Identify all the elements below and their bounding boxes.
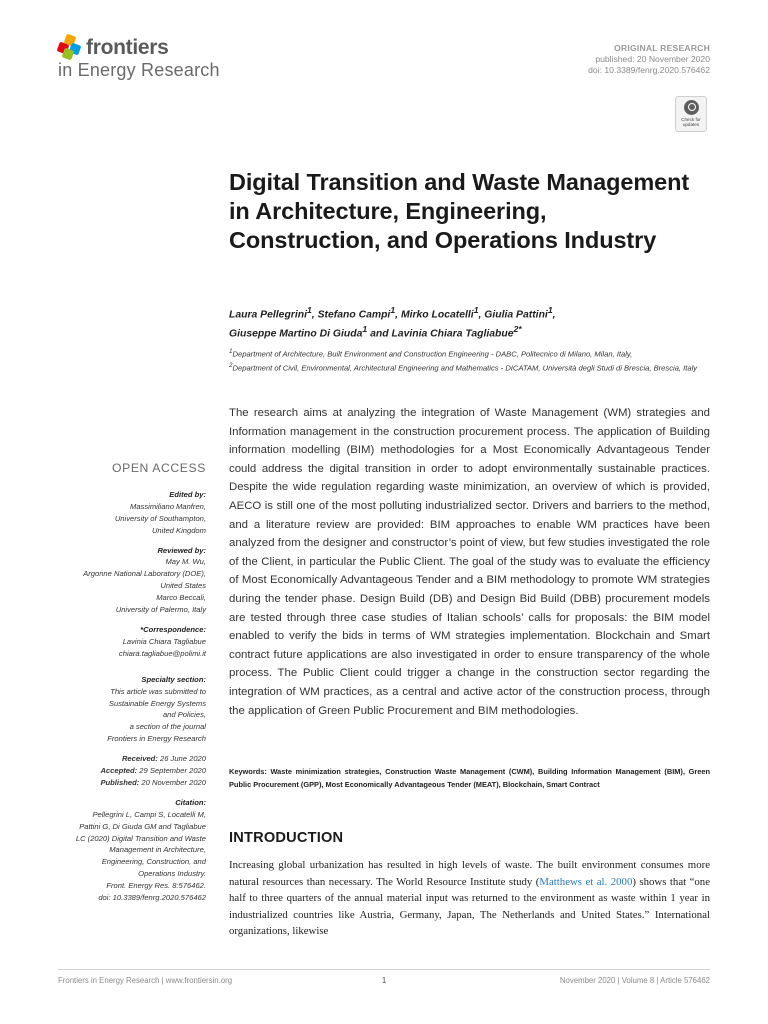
check-updates-icon xyxy=(684,100,699,115)
author-list: Laura Pellegrini$^1$, Stefano Campi$^1$, Mirko Locatelli$^1$, Giulia Pattini$^1$, Giuseppe Martino Di Giuda$^1$ and Lavinia Chiara Tagliabue$^{2*}$ xyxy=(229,305,556,340)
citation-line: Pellegrini L, Campi S, Locatelli M, xyxy=(92,809,206,819)
page-footer xyxy=(58,969,710,985)
editor-line: United Kingdom xyxy=(151,525,206,535)
received-date: 26 June 2020 xyxy=(159,754,206,764)
accepted-date: 29 September 2020 xyxy=(139,766,206,776)
keywords-label: Keywords: xyxy=(229,767,267,776)
citation-line: Pattini G, Di Giuda GM and Tagliabue xyxy=(79,821,206,831)
correspondence-name: Lavinia Chiara Tagliabue xyxy=(122,636,206,646)
published-date-sidebar: 20 November 2020 xyxy=(141,777,206,787)
accepted-heading: Accepted: xyxy=(100,766,138,776)
citation-line: LC (2020) Digital Transition and Waste xyxy=(75,833,206,843)
received-heading: Received: xyxy=(121,754,158,764)
editor-line: Massimiliano Manfren, xyxy=(130,501,206,511)
citation-line: Engineering, Construction, and xyxy=(101,857,206,867)
keywords xyxy=(229,765,710,791)
author-name[interactable]: Mirko Locatelli xyxy=(400,309,474,321)
correspondence-heading: *Correspondence: xyxy=(140,624,206,634)
article-doi[interactable]: doi: 10.3389/fenrg.2020.576462 xyxy=(588,65,710,75)
specialty-line: Sustainable Energy Systems xyxy=(108,698,206,708)
citation-heading: Citation: xyxy=(175,797,206,807)
published-heading: Published: xyxy=(100,777,140,787)
edited-by-section xyxy=(36,489,206,537)
author-affil-mark: 1 xyxy=(362,324,368,335)
author-name[interactable]: Lavinia Chiara Tagliabue xyxy=(391,328,514,340)
affiliation-1: Department of Architecture, Built Environment and Construction Engineering - DABC, Politecnico di Milano, Milan, Italy, xyxy=(232,349,633,359)
citation-doi[interactable]: doi: 10.3389/fenrg.2020.576462 xyxy=(98,893,206,903)
citation-line: Operations Industry. xyxy=(138,869,206,879)
specialty-line: Frontiers in Energy Research xyxy=(107,734,206,744)
editor-line: University of Southampton, xyxy=(114,513,206,523)
correspondence-email[interactable]: chiara.tagliabue@polimi.it xyxy=(118,648,206,658)
citation-line: Front. Energy Res. 8:576462. xyxy=(106,881,206,891)
article-info-sidebar xyxy=(36,463,206,912)
introduction-paragraph xyxy=(229,857,710,940)
open-access-label: OPEN ACCESS xyxy=(112,461,206,475)
journal-name: in Energy Research xyxy=(58,60,220,80)
footer-journal-link[interactable]: Frontiers in Energy Research | www.frontiersin.org xyxy=(58,976,233,985)
article-meta xyxy=(588,43,710,76)
specialty-heading: Specialty section: xyxy=(141,674,206,684)
intro-text-part: ) shows that “one half to three quarters of the annual material input was returned to the environment as waste within 1 year in industrialized countries like Austria, Germany, Japan, The Netherlands and United States.” International organizations, likewise xyxy=(229,875,710,937)
reviewer-line: United States xyxy=(160,581,206,591)
affiliation-2: Department of Civil, Environmental, Architectural Engineering and Mathematics - DICATAM, Università degli Studi di Brescia, Brescia, Italy xyxy=(232,363,698,373)
author-affil-mark: 1 xyxy=(473,305,479,315)
affiliations: $^1$Department of Architecture, Built Environment and Construction Engineering - DABC, Politecnico di Milano, Milan, Italy, $^2$Department of Civil, Environmental, Architectural Engineering and Mathematics - DICATAM, Università degli Studi di Brescia, Brescia, Italy xyxy=(229,348,698,373)
intro-text-part: Increasing global urbanization has resulted in high levels of waste. The built environment consumes more natural resources than necessary. The World Resource Institute study ( xyxy=(229,859,710,888)
journal-logo[interactable] xyxy=(58,33,248,83)
dates-section xyxy=(36,753,206,789)
reviewer-line: University of Palermo, Italy xyxy=(115,605,206,615)
citation-section xyxy=(36,797,206,904)
reviewer-line: Argonne National Laboratory (DOE), xyxy=(83,569,206,579)
citation-line: Management in Architecture, xyxy=(109,845,206,855)
abstract: The research aims at analyzing the integration of Waste Management (WM) strategies and Information management in the construction procurement process. The application of Building information modelling (BIM) methodologies for a Most Economically Advantageous Tender could address the digital transition in order to adopt environmentally sustainable practices. Despite the wide regulation regarding waste minimization, an overview of which is provided, AECO is still one of the most polluting industrialized sector. Drivers and barriers to the method, and a literature review are provided: BIM approaches to enable WM practices have been analyzed from the designer and constructor’s point of view, but few studies investigated the role of the Client, in particular the Public Client. The goal of the study was to evaluate the efficiency of Most Economically Advantageous Tender and a BIM methodology to promote WM strategies during the tender phase. Design Build (DB) and Design Bid Build (DBB) procurement models are tested through three case studies of Italian schools’ calls for proposals: the BIM model enabled to verify the bids in terms of WM strategies implementation. Blockchain and Smart contract future applications are also investigated in order to ensure transparency of the whole process. The Public Client could trigger a change in the construction sector regarding the integration of WM practices, as a central and active actor of the construction process, through the application of Green Public Procurement and BIM methodologies. xyxy=(229,407,710,717)
logo-wordmark: frontiers xyxy=(86,36,169,59)
check-updates-label: Check for updates xyxy=(681,117,701,127)
footer-issue-info: November 2020 | Volume 8 | Article 576462 xyxy=(559,976,710,985)
section-heading-introduction: INTRODUCTION xyxy=(229,830,344,846)
article-title: Digital Transition and Waste Management in Architecture, Engineering, Construction, and Operations Industry xyxy=(229,169,690,253)
published-date: published: 20 November 2020 xyxy=(595,54,710,64)
author-affil-mark: 1 xyxy=(547,305,553,315)
specialty-section xyxy=(36,674,206,745)
specialty-line: a section of the journal xyxy=(129,722,206,732)
author-affil-mark: 1 xyxy=(390,305,396,315)
reviewed-by-heading: Reviewed by: xyxy=(157,545,206,555)
reviewer-line: May M. Wu, xyxy=(165,557,206,567)
author-affil-mark: 1 xyxy=(306,305,312,315)
specialty-line: and Policies, xyxy=(162,710,206,720)
page-number: 1 xyxy=(381,976,387,985)
frontiers-logo-icon xyxy=(58,35,82,61)
keywords-list: Waste minimization strategies, Construction Waste Management (CWM), Building Information Management (BIM), Green Public Procurement (GPP), Most Economically Advantageous Tender (MEAT), Blockchain, Smart Contract xyxy=(229,767,710,789)
article-type: ORIGINAL RESEARCH xyxy=(614,43,710,53)
citation-link[interactable]: Matthews et al. 2000 xyxy=(539,875,633,888)
author-name[interactable]: Giulia Pattini xyxy=(484,309,548,321)
check-for-updates-button[interactable] xyxy=(675,96,707,132)
author-name[interactable]: Stefano Campi xyxy=(317,309,391,321)
specialty-line: This article was submitted to xyxy=(110,686,206,696)
author-name[interactable]: Laura Pellegrini xyxy=(229,309,307,321)
correspondence-section xyxy=(36,624,206,660)
edited-by-heading: Edited by: xyxy=(169,489,206,499)
reviewer-line: Marco Beccali, xyxy=(156,593,206,603)
author-name[interactable]: Giuseppe Martino Di Giuda xyxy=(229,328,363,340)
reviewed-by-section xyxy=(36,545,206,616)
author-affil-mark: 2* xyxy=(513,324,522,335)
